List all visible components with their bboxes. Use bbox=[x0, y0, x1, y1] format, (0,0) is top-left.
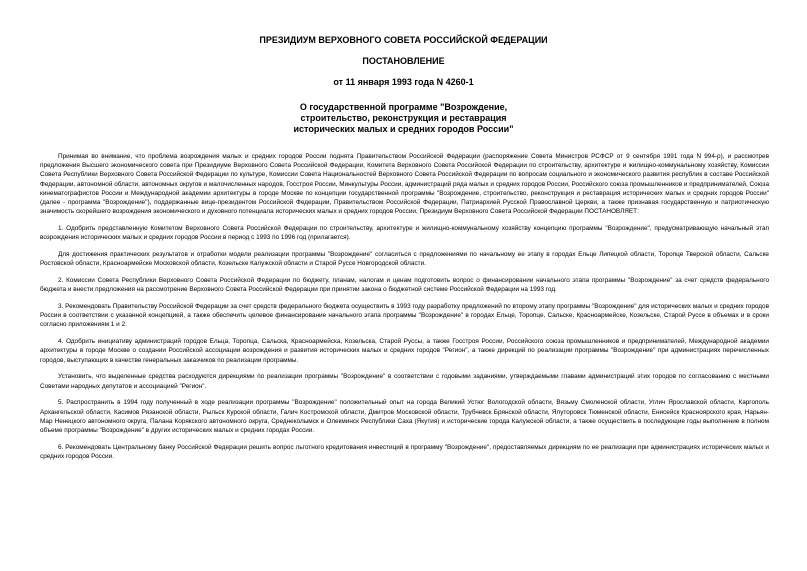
subject-line: строительство, реконструкция и реставрация bbox=[300, 113, 507, 123]
clause-paragraph-6: 6. Рекомендовать Центральному банку Российской Федерации решить вопрос льготного кредитования инвестиций в программу "Возрождение", предоставляемых дирекциям по ее реализации при администрациях исторических малых и средних городов России. bbox=[40, 443, 769, 461]
subject-line: О государственной программе "Возрождение, bbox=[299, 102, 508, 112]
clause-paragraph-2: 2. Комиссии Совета Республики Верховного Совета Российской Федерации по бюджету, планам, налогам и ценам подготовить вопрос о финансировании начального этапа программы "Возрождение" за счет средств федерального бюджета и внести предложения на рассмотрение Верховного Совета Российской Федерации при принятии закона о бюджетной системе Российской Федерации на 1993 год. bbox=[40, 277, 769, 294]
preamble-paragraph: Принимая во внимание, что проблема возрождения малых и средних городов России поднята Правительством Российской Федерации (распоряжение Совета Министров РСФСР от 9 сентября 1991 года N 994-р), и рассмотрев предложения Высшего экономического совета при Президиуме Верховного Совета Российской Федерации, Комитета Верховного Совета Российской Федерации по строительству, архитектуре и жилищно-коммунальному хозяйству, Комиссии Совета Республики Верховного Совета Российской Федерации по культуре, Комиссии Совета Национальностей Верховного Совета Российской Федерации по вопросам социального и экономического развития республик в составе Российской Федерации, автономной области, автономных округов и малочисленных народов, Госстроя России, Минкультуры России, администраций ряда малых и средних городов России, Российского союза промышленников и предпринимателей, Союза кинематографистов России и Международной академии архитектуры в городе Москве по концепции государственной программы "Возрождение, строительство, реконструкция и реставрация исторических малых и средних городов России" (далее - программа "Возрождение"), поддержанные вице-президентом Российской Федерации, Правительством Российской Федерации, Патриархией Русской Православной Церкви, а также признавая государственную и патриотическую значимость скорейшего возрождения экономического и духовного потенциала исторических малых и средних городов России, Президиум Верховного Совета Российской Федерации ПОСТАНОВЛЯЕТ: bbox=[40, 153, 769, 216]
subject-line: исторических малых и средних городов России" bbox=[293, 124, 514, 134]
issuer-heading: ПРЕЗИДИУМ ВЕРХОВНОГО СОВЕТА РОССИЙСКОЙ ФЕДЕРАЦИИ bbox=[259, 35, 548, 45]
clause-paragraph-4-cont: Установить, что выделенные средства расходуются дирекциями по реализации программы "Возрождение" в соответствии с годовыми заданиями, утверждаемыми главами администраций этих городов по согласованию с местными Советами народных депутатов и ассоциацией "Регион". bbox=[40, 373, 769, 390]
clause-paragraph-4: 4. Одобрить инициативу администраций городов Ельца, Торопца, Сальска, Красноармейска, Козельска, Старой Руссы, а также Госстроя России, Российского союза промышленников и предпринимателей, Международной академии архитектуры в городе Москве о создании Российской ассоциации возрождения и развития исторических малых и средних городов "Регион", а также дирекций по реализации программы "Возрождение" при администрациях перечисленных городов, выступающих в качестве генеральных заказчиков по реализации программы. bbox=[40, 338, 769, 364]
clause-paragraph-1: 1. Одобрить представленную Комитетом Верховного Совета Российской Федерации по строительству, архитектуре и жилищно-коммунальному хозяйству концепцию программы "Возрождение", предусматривающую начальный этап возрождения исторических малых и средних городов России в период с 1993 по 1996 год (прилагается). bbox=[40, 225, 769, 242]
document-date-number: от 11 января 1993 года N 4260-1 bbox=[333, 77, 474, 87]
clause-paragraph-3: 3. Рекомендовать Правительству Российской Федерации за счет средств федерального бюджета осуществить в 1993 году разработку предложений по второму этапу программы "Возрождение" для исторических малых и средних городов России в соответствии с указанной концепцией, а также обеспечить целевое финансирование начального этапа программы "Возрождение" в городах Ельце, Торопце, Сальске, Красноармейске, Козельске, Старой Руссе в объемах и в сроки согласно приложениям 1 и 2. bbox=[40, 303, 769, 329]
clause-paragraph-1-cont: Для достижения практических результатов и отработки модели реализации программы "Возрождение" согласиться с предложениями по начальному ее этапу в городах Ельце Липецкой области, Торопце Тверской области, Сальске Ростовской области, Красноармейске Московской области, Козельске Калужской области и Старой Руссе Новгородской области. bbox=[40, 251, 769, 268]
document-body bbox=[40, 152, 769, 469]
document-subject bbox=[250, 102, 557, 135]
document-type-heading: ПОСТАНОВЛЕНИЕ bbox=[362, 56, 445, 66]
clause-paragraph-5: 5. Распространить в 1994 году полученный в ходе реализации программы "Возрождение" положительный опыт на города Великий Устюг Вологодской области, Вязьму Смоленской области, Углич Ярославской области, Каргополь Архангельской области, Касимов Рязанской области, Рыльск Курской области, Галич Костромской области, Дмитров Московской области, Трубчевск Брянской области, Ялуторовск Тюменской области, Енисейск Красноярского края, Нарьян-Мар Ненецкого автономного округа, Палана Корякского автономного округа, Среднеколымск и Олекминск Республики Саха (Якутия) и исторические города Калужской области, а также осуществить в последующие годы выполнение в полном объеме программы "Возрождение" в других исторических малых и средних городах России. bbox=[40, 399, 769, 435]
